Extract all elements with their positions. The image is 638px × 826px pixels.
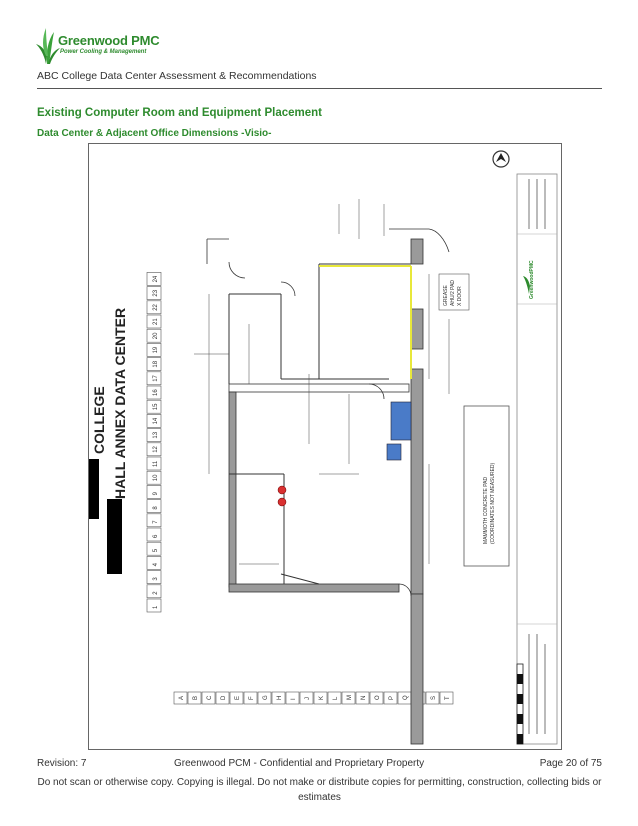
- redaction-bar-1: [89, 459, 99, 519]
- logo-tagline: Power Cooling & Management: [60, 49, 147, 55]
- grid-letter-label: J: [305, 697, 311, 700]
- section-subtitle: Data Center & Adjacent Office Dimensions -Visio-: [37, 128, 272, 139]
- hvac-unit-2: [278, 498, 286, 506]
- section-title: Existing Computer Room and Equipment Placement: [37, 107, 322, 119]
- grid-number-label: 15: [153, 403, 159, 411]
- hvac-unit-1: [278, 486, 286, 494]
- rack-unit-1: [391, 402, 411, 440]
- grid-number-label: 9: [153, 492, 159, 496]
- floor-plan-svg: [89, 144, 561, 749]
- grid-number-label: 20: [153, 332, 159, 340]
- grid-letter-label: C: [207, 695, 213, 700]
- rack-unit-2: [387, 444, 401, 460]
- grid-letter-label: L: [333, 696, 339, 700]
- grid-number-label: 16: [153, 389, 159, 396]
- redaction-bar-2: [107, 499, 122, 574]
- grid-number-label: 24: [153, 275, 159, 283]
- copy-warning: Do not scan or otherwise copy. Copying is illegal. Do not make or distribute copies for permitting, construction, collecting bids or estimates: [37, 777, 602, 803]
- document-header-title: ABC College Data Center Assessment & Recommendations: [37, 70, 317, 82]
- grid-number-label: 19: [153, 346, 159, 354]
- grid-number-label: 21: [153, 318, 159, 325]
- grid-number-label: 5: [153, 548, 159, 553]
- grid-number-cell: [147, 542, 161, 555]
- grid-number-label: 22: [153, 304, 159, 311]
- exterior-walls: [229, 239, 423, 744]
- column-grid-numbers: [147, 272, 161, 612]
- grid-letter-label: H: [277, 695, 283, 700]
- logo-name: Greenwood PMC: [58, 33, 160, 48]
- company-logo: [34, 26, 184, 70]
- grid-letter-label: E: [235, 695, 241, 700]
- grid-number-label: 17: [153, 375, 159, 382]
- grid-number-label: 4: [153, 563, 159, 567]
- grid-letter-label: S: [431, 695, 437, 700]
- pad-note-line2: (COORDINATES NOT MEASURED): [490, 462, 496, 544]
- hvac-units: [278, 486, 286, 506]
- concrete-pad: [464, 406, 509, 566]
- door-swings: [229, 262, 411, 596]
- grid-number-label: 11: [153, 460, 159, 467]
- grid-number-label: 12: [153, 446, 159, 453]
- revision-label: Revision: 7: [37, 758, 87, 769]
- grid-letter-label: K: [319, 695, 325, 700]
- grid-letter-label: N: [361, 695, 367, 700]
- title-block: [517, 174, 557, 744]
- titleblock-logo-text: GreenwoodPMC: [529, 260, 535, 299]
- interior-walls: [229, 264, 411, 584]
- svg-text:X DOOR: X DOOR: [457, 286, 463, 306]
- grid-number-cell: [147, 556, 161, 569]
- svg-text:GREASE: GREASE: [443, 285, 449, 306]
- north-arrow-icon: [493, 151, 509, 167]
- grid-number-label: 3: [153, 577, 159, 581]
- highlighted-partition: [319, 266, 411, 379]
- svg-text:AHU/2 PAD: AHU/2 PAD: [450, 279, 456, 306]
- grid-letter-label: M: [347, 695, 353, 700]
- grid-number-label: 8: [153, 506, 159, 510]
- grid-letter-label: T: [445, 696, 451, 700]
- confidential-notice: Greenwood PCM - Confidential and Proprietary Property: [174, 758, 425, 769]
- equipment-racks: [387, 402, 411, 460]
- grid-letter-label: A: [179, 695, 185, 700]
- grid-letter-label: G: [263, 695, 269, 700]
- grid-number-cell: [147, 514, 161, 527]
- grid-number-label: 1: [153, 605, 159, 609]
- grid-letter-label: P: [389, 695, 395, 700]
- grid-number-label: 10: [153, 474, 159, 482]
- grid-number-label: 14: [153, 417, 159, 425]
- grid-letter-label: D: [221, 695, 227, 700]
- grid-number-label: 7: [153, 520, 159, 524]
- grid-number-label: 23: [153, 289, 159, 297]
- floor-plan-drawing: [88, 143, 562, 750]
- header-divider: [37, 88, 602, 89]
- page-number: Page 20 of 75: [539, 758, 602, 769]
- grid-letter-label: F: [249, 696, 255, 700]
- grid-number-cell: [147, 485, 161, 498]
- grid-letter-label: Q: [403, 695, 409, 700]
- building-label-college: COLLEGE: [91, 386, 107, 454]
- grid-number-cell: [147, 500, 161, 513]
- grid-number-cell: [147, 571, 161, 584]
- grid-number-label: 18: [153, 360, 159, 368]
- grid-number-cell: [147, 585, 161, 598]
- grease-pad-note: [439, 274, 469, 310]
- grid-number-label: 13: [153, 431, 159, 439]
- grid-letter-label: B: [193, 695, 199, 700]
- scale-bar: [517, 664, 523, 744]
- grid-number-label: 2: [153, 591, 159, 595]
- grid-number-label: 6: [153, 534, 159, 538]
- building-label-hall: HALL ANNEX DATA CENTER: [112, 307, 128, 499]
- pad-note-line1: MAMMOTH CONCRETE PAD: [483, 476, 489, 544]
- grid-number-cell: [147, 528, 161, 541]
- grid-letter-cell: [286, 692, 299, 704]
- grid-letter-label: I: [291, 698, 297, 700]
- grid-number-cell: [147, 599, 161, 612]
- grid-letter-label: O: [375, 695, 381, 700]
